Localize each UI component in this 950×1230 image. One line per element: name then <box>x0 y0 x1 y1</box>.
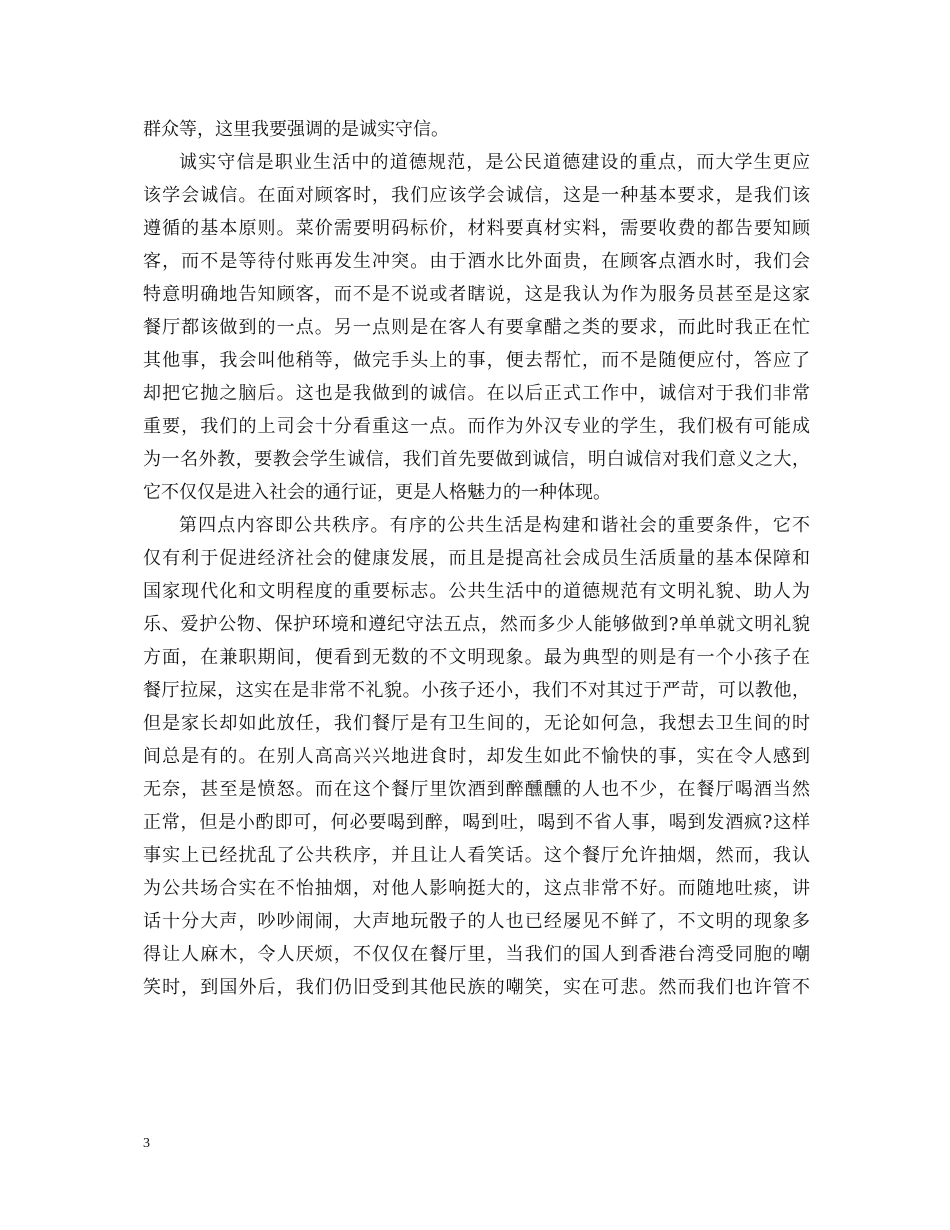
text-line: 为公共场合实在不怡抽烟，对他人影响挺大的，这点非常不好。而随地吐痰，讲 <box>143 878 810 899</box>
page-number: 3 <box>143 1136 150 1151</box>
paragraph <box>143 509 810 1004</box>
text-line: 乐、爱护公物、保护环境和遵纪守法五点，然而多少人能够做到?单单就文明礼貌 <box>143 614 810 635</box>
text-line: 无奈，甚至是愤怒。而在这个餐厅里饮酒到醉醺醺的人也不少，在餐厅喝酒当然 <box>143 779 810 800</box>
text-line: 餐厅都该做到的一点。另一点则是在客人有要拿醋之类的要求，而此时我正在忙 <box>143 317 810 338</box>
text-line: 餐厅拉屎，这实在是非常不礼貌。小孩子还小，我们不对其过于严苛，可以教他， <box>143 680 810 701</box>
text-line: 它不仅仅是进入社会的通行证，更是人格魅力的一种体现。 <box>143 482 611 503</box>
text-line: 话十分大声，吵吵闹闹，大声地玩骰子的人也已经屡见不鲜了，不文明的现象多 <box>143 911 810 932</box>
text-line: 但是家长却如此放任，我们餐厅是有卫生间的，无论如何急，我想去卫生间的时 <box>143 713 810 734</box>
text-line: 却把它抛之脑后。这也是我做到的诚信。在以后正式工作中，诚信对于我们非常 <box>143 383 810 404</box>
text-line: 事实上已经扰乱了公共秩序，并且让人看笑话。这个餐厅允许抽烟，然而，我认 <box>143 845 810 866</box>
text-line: 仅有利于促进经济社会的健康发展，而且是提高社会成员生活质量的基本保障和 <box>143 548 810 569</box>
text-line: 该学会诚信。在面对顾客时，我们应该学会诚信，这是一种基本要求，是我们该 <box>143 185 810 206</box>
paragraph <box>143 146 810 509</box>
text-line: 群众等，这里我要强调的是诚实守信。 <box>143 119 449 140</box>
text-line: 第四点内容即公共秩序。有序的公共生活是构建和谐社会的重要条件，它不 <box>179 515 810 536</box>
text-line: 国家现代化和文明程度的重要标志。公共生活中的道德规范有文明礼貌、助人为 <box>143 581 810 602</box>
text-line: 为一名外教，要教会学生诚信，我们首先要做到诚信，明白诚信对我们意义之大， <box>143 449 810 470</box>
text-line: 遵循的基本原则。菜价需要明码标价，材料要真材实料，需要收费的都告要知顾 <box>143 218 810 239</box>
document-body <box>143 113 810 1004</box>
text-line: 得让人麻木，令人厌烦，不仅仅在餐厅里，当我们的国人到香港台湾受同胞的嘲 <box>143 944 810 965</box>
text-line: 正常，但是小酌即可，何必要喝到醉，喝到吐，喝到不省人事，喝到发酒疯?这样 <box>143 812 810 833</box>
text-line: 诚实守信是职业生活中的道德规范，是公民道德建设的重点，而大学生更应 <box>179 152 810 173</box>
text-line: 重要，我们的上司会十分看重这一点。而作为外汉专业的学生，我们极有可能成 <box>143 416 810 437</box>
text-line: 其他事，我会叫他稍等，做完手头上的事，便去帮忙，而不是随便应付，答应了 <box>143 350 810 371</box>
text-line: 间总是有的。在别人高高兴兴地进食时，却发生如此不愉快的事，实在令人感到 <box>143 746 810 767</box>
text-line: 特意明确地告知顾客，而不是不说或者瞎说，这是我认为作为服务员甚至是这家 <box>143 284 810 305</box>
text-line: 客，而不是等待付账再发生冲突。由于酒水比外面贵，在顾客点酒水时，我们会 <box>143 251 810 272</box>
text-line: 方面，在兼职期间，便看到无数的不文明现象。最为典型的则是有一个小孩子在 <box>143 647 810 668</box>
paragraph <box>143 113 810 146</box>
text-line: 笑时，到国外后，我们仍旧受到其他民族的嘲笑，实在可悲。然而我们也许管不 <box>143 977 810 998</box>
